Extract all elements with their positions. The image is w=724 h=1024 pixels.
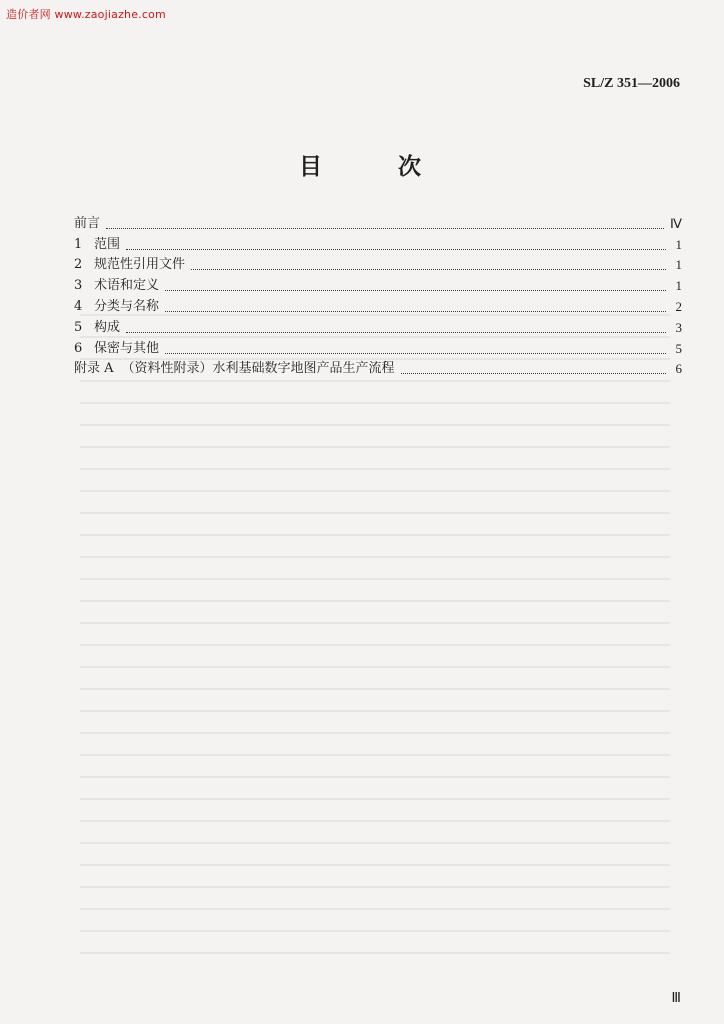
toc-entry-classification[interactable]	[74, 294, 682, 315]
toc-entry-title: 构成	[94, 319, 121, 335]
toc-entry-title: 前言	[74, 215, 101, 231]
toc-entry-normative-references[interactable]	[74, 253, 682, 274]
toc-entry-title: 分类与名称	[94, 298, 160, 314]
toc-entry-title: 术语和定义	[94, 278, 160, 294]
toc-entry-number: 4	[74, 298, 83, 314]
toc-entry-page: 1	[675, 278, 682, 294]
toc-entry-number: 2	[74, 257, 83, 273]
toc-entry-title: 规范性引用文件	[94, 257, 186, 273]
toc-entry-appendix-a[interactable]	[74, 357, 682, 378]
toc-entry-scope[interactable]	[74, 232, 682, 253]
site-watermark: 造价者网 www.zaojiazhe.com	[6, 8, 166, 21]
bleed-through-texture	[80, 300, 670, 960]
toc-entry-confidentiality[interactable]	[74, 336, 682, 357]
page-number: Ⅲ	[671, 991, 680, 1006]
toc-entry-page: Ⅳ	[670, 215, 682, 231]
toc-entry-number: 5	[74, 319, 83, 335]
toc-entry-terms-definitions[interactable]	[74, 273, 682, 294]
dot-leader	[401, 372, 666, 374]
dot-leader	[165, 310, 666, 312]
toc-entry-page: 3	[675, 319, 682, 335]
page-title: 目 次	[298, 154, 455, 180]
toc-entry-number: 1	[74, 236, 83, 252]
toc-entry-page: 2	[675, 298, 682, 314]
dot-leader	[126, 248, 666, 250]
dot-leader	[191, 268, 666, 270]
toc-entry-title: （资料性附录）水利基础数字地图产品生产流程	[121, 361, 395, 377]
toc-entry-number: 附录 A	[74, 361, 114, 377]
toc-entry-composition[interactable]	[74, 315, 682, 336]
dot-leader	[106, 227, 664, 229]
toc-entry-number: 6	[74, 340, 83, 356]
toc-entry-page: 5	[675, 340, 682, 356]
dot-leader	[165, 352, 666, 354]
toc-entry-title: 保密与其他	[94, 340, 160, 356]
toc-entry-page: 1	[675, 236, 682, 252]
toc-entry-number: 3	[74, 278, 83, 294]
toc-entry-foreword[interactable]	[74, 211, 682, 232]
toc-entry-page: 1	[675, 257, 682, 273]
table-of-contents	[74, 211, 682, 377]
dot-leader	[165, 289, 666, 291]
toc-entry-title: 范围	[94, 236, 121, 252]
standard-code: SL/Z 351—2006	[583, 76, 680, 91]
dot-leader	[126, 331, 666, 333]
toc-entry-page: 6	[675, 361, 682, 377]
